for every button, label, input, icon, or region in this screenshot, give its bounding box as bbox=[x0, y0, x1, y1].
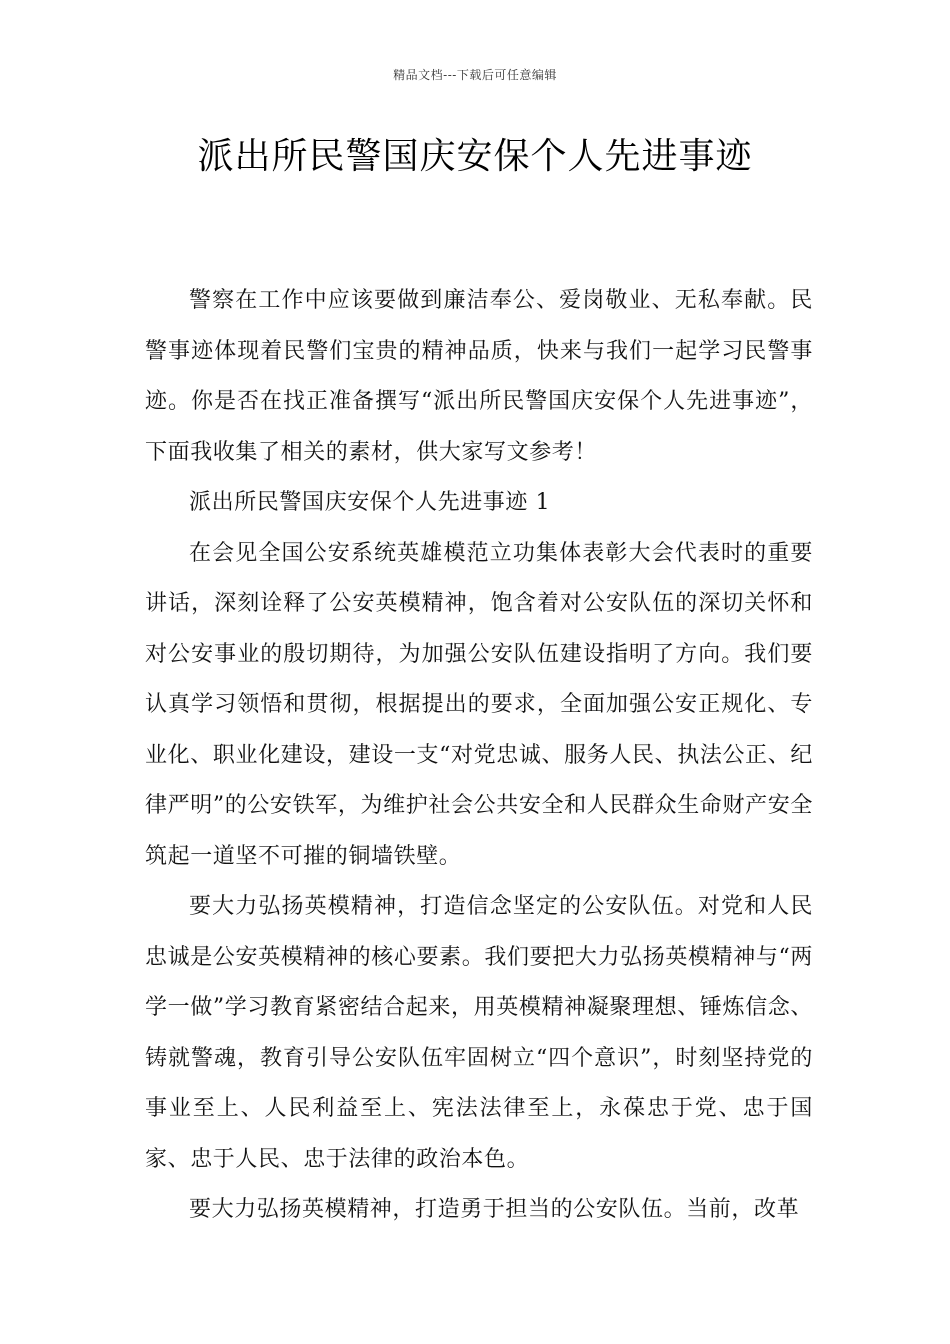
header-note: 精品文档---下载后可任意编辑 bbox=[393, 68, 557, 82]
paragraph: 在会见全国公安系统英雄模范立功集体表彰大会代表时的重要讲话，深刻诠释了公安英模精神，饱含着对公安队伍的深切关怀和对公安事业的殷切期待，为加强公安队伍建设指明了方向。我们要认真学习领悟和贯彻，根据提出的要求，全面加强公安正规化、专业化、职业化建设，建设一支“对党忠诚、服务人民、执法公正、纪律严明”的公安铁军，为维护社会公共安全和人民群众生命财产安全筑起一道坚不可摧的铜墙铁壁。 bbox=[145, 540, 813, 869]
paragraph-intro: 警察在工作中应该要做到廉洁奉公、爱岗敬业、无私奉献。民警事迹体现着民警们宝贵的精神品质，快来与我们一起学习民警事迹。你是否在找正准备撰写“派出所民警国庆安保个人先进事迹”，下面我收集了相关的素材，供大家写文参考！ bbox=[145, 288, 813, 465]
paragraph: 要大力弘扬英模精神，打造信念坚定的公安队伍。对党和人民忠诚是公安英模精神的核心要素。我们要把大力弘扬英模精神与“两学一做”学习教育紧密结合起来，用英模精神凝聚理想、锤炼信念、铸就警魂，教育引导公安队伍牢固树立“四个意识”，时刻坚持党的事业至上、人民利益至上、宪法法律至上，永葆忠于党、忠于国家、忠于人民、忠于法律的政治本色。 bbox=[145, 894, 813, 1172]
section-heading: 派出所民警国庆安保个人先进事迹 1 bbox=[189, 490, 551, 515]
document-body bbox=[145, 276, 813, 1236]
document-title: 派出所民警国庆安保个人先进事迹 bbox=[197, 136, 753, 177]
paragraph: 要大力弘扬英模精神，打造勇于担当的公安队伍。当前，改革 bbox=[189, 1197, 800, 1222]
